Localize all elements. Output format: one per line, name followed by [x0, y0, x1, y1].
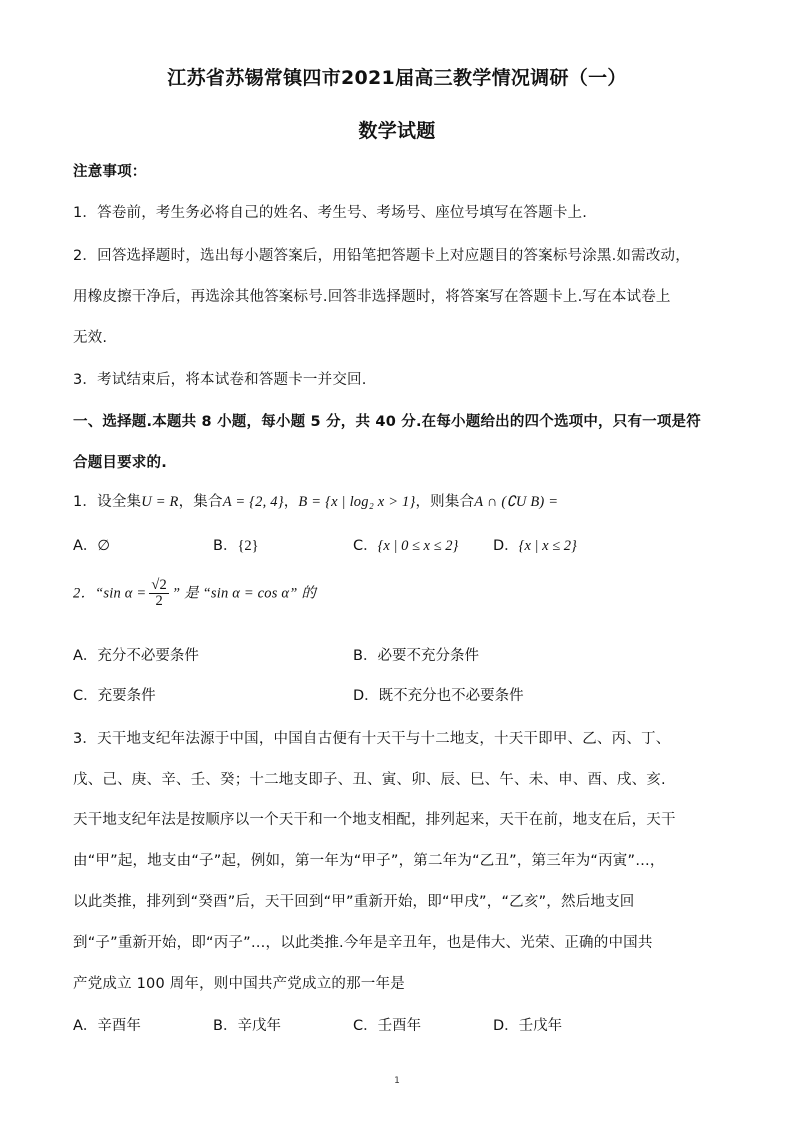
question-2-stem	[73, 578, 316, 609]
note-item-1: 1．答卷前，考生务必将自己的姓名、考生号、考场号、座位号填写在答题卡上.	[73, 205, 588, 221]
question-3-line-1: 3．天干地支纪年法源于中国，中国自古便有十天干与十二地支，十天干即甲、乙、丙、丁、	[73, 731, 671, 747]
question-3-line-5: 以此类推，排列到“癸酉”后，天干回到“甲”重新开始，即“甲戌”，“乙亥”，然后地支回	[73, 894, 635, 910]
q1-expression: A ∩ (∁U B) =	[474, 494, 559, 510]
question-1-stem	[73, 490, 558, 511]
exam-title: 江苏省苏锡常镇四市2021届高三教学情况调研（一）	[167, 67, 627, 89]
section-1-heading-line-2: 合题目要求的.	[73, 455, 167, 471]
note-item-2-line-1: 2．回答选择题时，选出每小题答案后，用铅笔把答题卡上对应题目的答案标号涂黑.如需改动，	[73, 248, 690, 264]
q2-option-d: D．既不充分也不必要条件	[353, 688, 524, 704]
page-number: 1	[394, 1076, 400, 1086]
q1-universal-set: U = R	[141, 494, 179, 510]
q3-option-a: A．辛酉年	[73, 1018, 141, 1034]
q1-separator: ，	[283, 494, 299, 510]
q2-option-a: A．充分不必要条件	[73, 648, 199, 664]
q2-fraction-numerator: √2	[151, 577, 167, 593]
q2-option-b: B．必要不充分条件	[353, 648, 479, 664]
q1-mid-2: ，则集合	[415, 494, 475, 510]
note-item-2-line-3: 无效.	[73, 330, 108, 346]
q2-mid: ” 是 “sin α = cos α” 的	[172, 585, 317, 602]
q1-set-b: B = {x | log₂ x > 1}	[298, 494, 416, 510]
q3-option-c: C．壬酉年	[353, 1018, 422, 1034]
question-3-line-2: 戊、己、庚、辛、壬、癸；十二地支即子、丑、寅、卯、辰、巳、午、未、申、酉、戌、亥.	[73, 772, 666, 788]
q3-option-b: B．辛戊年	[213, 1018, 281, 1034]
note-item-2-line-2: 用橡皮擦干净后，再选涂其他答案标号.回答非选择题时，将答案写在答题卡上.写在本试卷上	[73, 289, 671, 305]
question-3-line-6: 到“子”重新开始，即“丙子”…，以此类推.今年是辛丑年，也是伟大、光荣、正确的中国共	[73, 935, 653, 951]
question-3-line-7: 产党成立 100 周年，则中国共产党成立的那一年是	[73, 976, 405, 992]
q1-set-a: A = {2, 4}	[222, 494, 284, 510]
q1-option-a: A．∅	[73, 538, 111, 554]
notes-heading: 注意事项：	[73, 164, 147, 180]
q2-fraction	[149, 578, 169, 609]
q1-option-d: D．{x | x ≤ 2}	[493, 538, 577, 554]
q1-option-b: B．{2}	[213, 538, 259, 554]
question-3-line-3: 天干地支纪年法是按顺序以一个天干和一个地支相配，排列起来，天干在前，地支在后，天干	[73, 812, 676, 828]
exam-subtitle: 数学试题	[358, 120, 436, 142]
section-1-heading-line-1: 一、选择题.本题共 8 小题，每小题 5 分，共 40 分.在每小题给出的四个选项中，只有一项是符	[73, 414, 701, 430]
q1-prefix: 1．设全集	[73, 494, 142, 510]
q1-mid-1: ，集合	[178, 494, 223, 510]
note-item-3: 3．考试结束后，将本试卷和答题卡一并交回.	[73, 372, 367, 388]
q2-prefix: 2．“sin α =	[73, 585, 147, 602]
q1-option-c: C．{x | 0 ≤ x ≤ 2}	[353, 538, 459, 554]
q2-fraction-denominator: 2	[155, 593, 163, 610]
question-3-line-4: 由“甲”起，地支由“子”起，例如，第一年为“甲子”，第二年为“乙丑”，第三年为“丙寅”…，	[73, 853, 665, 869]
q2-option-c: C．充要条件	[73, 688, 156, 704]
q3-option-d: D．壬戊年	[493, 1018, 563, 1034]
